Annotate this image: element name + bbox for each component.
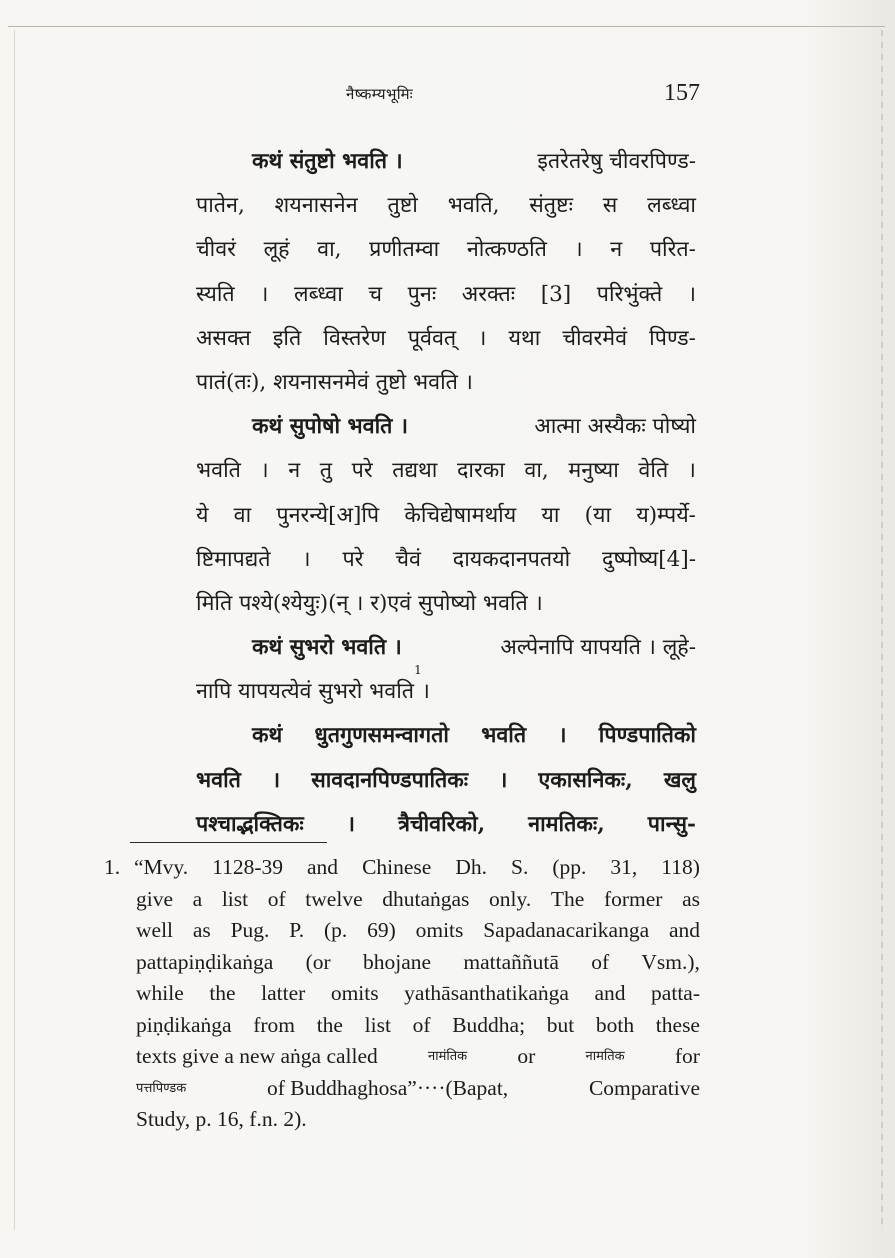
word: dhutaṅgas: [382, 886, 470, 911]
word: piṇḍikaṅga: [136, 1012, 232, 1037]
text-line: मिति पश्ये(श्येयुः)(न् । र)एवं सुपोष्यो भवति ।: [196, 590, 543, 616]
word: असक्त: [196, 325, 251, 351]
word: ष्टिमापद्यते: [196, 546, 271, 572]
word: परिभुंक्ते: [596, 281, 663, 307]
word: भवति: [196, 458, 241, 484]
word: P.: [289, 918, 305, 942]
word: परित-: [649, 237, 696, 263]
word: bhojane: [363, 949, 432, 974]
text-line: [196, 405, 696, 449]
section-heading: कथं संतुष्टो भवति ।: [252, 149, 403, 174]
text-line: [196, 714, 696, 758]
word: नोत्कण्ठति: [466, 237, 547, 263]
text-line: [196, 494, 696, 538]
word: well: [136, 918, 174, 942]
word: ।: [687, 281, 696, 307]
section-heading: कथं सुभरो भवति ।: [252, 635, 402, 661]
word: Sapadanacarikanga: [483, 918, 650, 942]
word: धुतगुणसमन्वागतो: [314, 723, 449, 749]
word: as: [682, 886, 700, 911]
word: चीवरमेवं: [562, 325, 628, 351]
word: of: [412, 1012, 431, 1037]
word: “Mvy.: [134, 855, 189, 879]
footnote-text: or: [517, 1044, 536, 1068]
word: भवति: [481, 723, 527, 749]
word: पिण्डपातिको: [598, 723, 696, 749]
word: वेति: [638, 458, 669, 484]
word: तुष्टो: [387, 193, 418, 219]
word: ।: [271, 767, 281, 793]
word: ।: [574, 237, 583, 263]
word: चीवरं: [196, 237, 236, 263]
word: 118): [661, 855, 700, 879]
text-span: इतरेतरेषु चीवरपिण्ड-: [537, 149, 696, 174]
footnote-line: [104, 947, 700, 979]
text-line: [196, 759, 696, 803]
word: स: [602, 193, 618, 219]
word: list: [364, 1012, 391, 1037]
text-line: [196, 538, 696, 582]
word: न: [288, 458, 301, 484]
word: patta-: [651, 981, 700, 1005]
word: ।: [687, 458, 696, 484]
word: Pug.: [230, 918, 270, 942]
word: (pp.: [552, 855, 587, 879]
word: पिण्ड-: [649, 325, 696, 351]
footnote-line: Study, p. 16, f.n. 2).: [136, 1107, 307, 1131]
devanagari-term: नामंतिक: [428, 1049, 468, 1064]
text-span: आत्मा अस्यैकः पोष्यो: [534, 414, 696, 440]
footnote-marker: 1: [414, 663, 422, 678]
word: पूर्ववत्: [407, 325, 457, 351]
word: परे: [351, 458, 373, 484]
word: दुष्पोष्य[4]-: [602, 546, 696, 572]
word: या: [541, 502, 560, 528]
word: संतुष्टः: [529, 193, 573, 219]
word: चैवं: [395, 546, 421, 572]
text-line: पातं(तः), शयनासनमेवं तुष्टो भवति ।: [196, 369, 473, 395]
word: The: [550, 886, 585, 911]
word: the: [209, 981, 236, 1005]
word: only.: [489, 886, 532, 911]
word: 69): [367, 918, 396, 942]
footnote-line: [104, 884, 700, 916]
word: त्रैचीवरिको,: [398, 811, 486, 837]
word: ये: [196, 502, 209, 528]
running-head: नैष्कम्यभूमिः: [346, 85, 413, 103]
footnote-line: [104, 1073, 700, 1105]
word: while: [136, 981, 184, 1005]
word: च: [368, 281, 383, 307]
footnote-number: 1.: [104, 855, 121, 879]
word: पुनरन्ये[अ]पि: [276, 502, 380, 528]
footnote-text: texts give a new aṅga called: [136, 1044, 378, 1068]
word: yathāsanthatikaṅga: [404, 981, 569, 1005]
word: केचिद्येषामर्थाय: [404, 502, 517, 528]
word: ।: [478, 325, 487, 351]
word: and: [668, 918, 700, 942]
footnote-line: [104, 978, 700, 1010]
word: विस्तरेण: [323, 325, 386, 351]
text-line: [196, 626, 696, 670]
devanagari-term: पत्तपिण्डक: [136, 1080, 187, 1096]
text-line: [196, 803, 696, 847]
word: of: [591, 949, 610, 974]
word: twelve: [305, 886, 363, 911]
word: ।: [346, 811, 355, 837]
word: यथा: [508, 325, 541, 351]
word: former: [603, 886, 663, 911]
word: पान्सु-: [647, 811, 696, 837]
section-heading: कथं सुपोषो भवति ।: [252, 414, 409, 440]
word: Chinese: [362, 855, 432, 879]
footnote-rule: [130, 842, 327, 843]
word: शयनासनेन: [274, 193, 358, 219]
word: पश्चाद्भक्तिकः: [196, 811, 304, 837]
left-scan-edge: [14, 30, 15, 1230]
word: mattaññutā: [463, 949, 559, 974]
word: य)म्पर्ये-: [636, 502, 696, 528]
text-line: [196, 449, 696, 493]
footnote: [104, 852, 700, 1136]
text-span: ।: [421, 679, 430, 705]
text-line: [196, 140, 696, 184]
text-line: [196, 273, 696, 317]
word: वा,: [317, 237, 342, 263]
word: and: [307, 855, 339, 879]
word: from: [253, 1012, 296, 1037]
footnote-text: [134, 852, 700, 884]
word: नामतिकः,: [528, 811, 605, 837]
word: list: [221, 886, 249, 911]
word: (p.: [324, 918, 348, 942]
text-line: [196, 228, 696, 272]
word: ।: [558, 723, 567, 749]
word: कथं: [252, 723, 283, 749]
word: पातेन,: [196, 193, 245, 219]
word: as: [192, 918, 211, 942]
word: 31,: [610, 855, 638, 879]
word: लब्ध्वा: [294, 281, 343, 307]
footnote-text: Comparative: [588, 1075, 700, 1100]
word: pattapiṇḍikaṅga: [136, 949, 274, 974]
word: the: [316, 1012, 343, 1037]
word: these: [655, 1012, 700, 1037]
word: omits: [415, 918, 464, 942]
footnote-line: [104, 1010, 700, 1042]
top-scan-edge: [8, 26, 885, 27]
word: ।: [260, 281, 269, 307]
word: पुनः: [407, 281, 437, 307]
word: but: [546, 1012, 575, 1037]
word: ।: [260, 458, 269, 484]
word: भवति: [196, 767, 241, 793]
word: of: [267, 886, 286, 911]
footnote-text: for: [674, 1044, 700, 1068]
word: both: [595, 1012, 635, 1037]
word: प्रणीतम्वा: [369, 237, 440, 263]
word: इति: [272, 325, 302, 351]
text-span: नापि यापयत्येवं सुभरो भवति: [196, 679, 415, 705]
word: 1128-39: [212, 855, 284, 879]
word: दारका: [456, 458, 505, 484]
right-scan-edge: [881, 30, 883, 1230]
word: तद्यथा: [392, 458, 438, 484]
footnote-line: [104, 1041, 700, 1073]
word: परे: [342, 546, 364, 572]
text-line: [196, 663, 696, 714]
word: S.: [511, 855, 529, 879]
devanagari-term: नामतिक: [585, 1049, 625, 1064]
word: लूहं: [263, 237, 290, 263]
word: स्यति: [196, 281, 235, 307]
text-line: [196, 184, 696, 228]
word: Vsm.),: [641, 949, 700, 974]
word: लब्ध्वा: [647, 193, 696, 219]
word: (or: [305, 949, 331, 974]
word: न: [610, 237, 623, 263]
word: latter: [261, 981, 306, 1005]
word: and: [594, 981, 626, 1005]
word: ।: [499, 767, 508, 793]
word: वा: [233, 502, 252, 528]
word: (या: [584, 502, 612, 528]
word: [3]: [540, 281, 572, 307]
word: तु: [319, 458, 333, 484]
word: give: [136, 886, 174, 911]
word: सावदानपिण्डपातिकः: [311, 767, 469, 793]
word: मनुष्या: [568, 458, 619, 484]
footnote-line: [104, 915, 700, 947]
page-number: 157: [664, 80, 700, 106]
word: खलु: [663, 767, 696, 793]
word: अरक्तः: [461, 281, 516, 307]
main-text: [196, 140, 696, 847]
word: ।: [302, 546, 311, 572]
text-span: अल्पेनापि यापयति । लूहे-: [500, 635, 696, 661]
word: एकासनिकः,: [538, 767, 633, 793]
word: a: [192, 886, 203, 911]
text-line: [196, 317, 696, 361]
word: दायकदानपतयो: [452, 546, 571, 572]
word: भवति,: [447, 193, 500, 219]
word: Dh.: [455, 855, 487, 879]
word: वा,: [524, 458, 549, 484]
footnote-text: of Buddhaghosa”····(Bapat,: [266, 1075, 509, 1100]
footnote-line: [104, 852, 700, 884]
word: omits: [330, 981, 379, 1005]
word: Buddha;: [452, 1012, 526, 1037]
